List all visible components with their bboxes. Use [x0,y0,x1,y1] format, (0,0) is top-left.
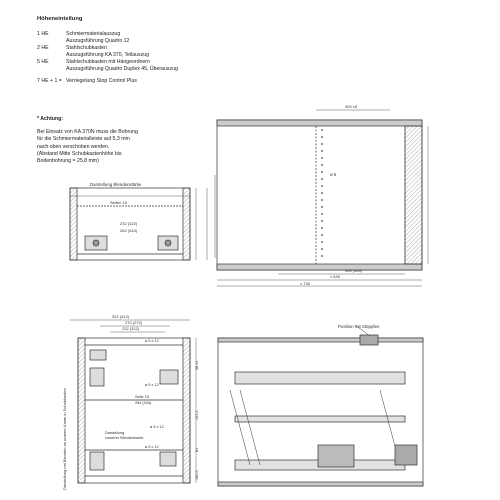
dim-b13: 182,5 [195,470,199,480]
legend-value: Auszugsführung KA 370, Teilauszug [66,52,149,58]
hole-dot [321,255,323,257]
hole-dot [321,143,323,145]
hole-dot [321,185,323,187]
dim-seiten15: Seiten 15 [110,200,127,205]
dim-264: 264 (344) [120,228,138,233]
note-line: nach oben verschoben werden. [37,143,110,150]
dim-b8: Seite 15 [135,395,149,399]
dim-232b: 232 (322) [122,326,140,331]
hole-dot [321,171,323,173]
hole-dot [321,241,323,243]
legend-value: Stahlschubkasten mit Hängeordnern [66,59,150,65]
hole-dot [321,213,323,215]
hole-dot [321,157,323,159]
dim-350: 350 (460) [345,268,363,273]
dim-300: 300 ±8 [345,104,358,109]
hole-dot [321,199,323,201]
legend-title: Höheneinteilung [37,16,83,22]
legend-key: 2 HE [37,45,49,51]
drawer-section-bottom [70,320,196,483]
hole-dot [321,227,323,229]
label-vorderkante: vorderer Blendenkante [105,436,144,440]
note-line: Bei Einsatz von KA 370N muss die Bohrung [37,129,138,136]
legend-value: Verriegelung Stop Control Plus [66,78,137,84]
hole-dot [321,234,323,236]
hole-dot [321,192,323,194]
hole-dot [321,220,323,222]
note-line: Bodenbohrung = 25,8 mm) [37,158,99,165]
dim-b4: ø 5 x 12 [145,339,159,343]
legend-key: 7 HE + 1 = [37,78,62,84]
hole-dot [321,150,323,152]
label-position-stoppfen: Position mit Stöppfen [338,324,380,329]
legend-value: Auszugsführung Quadro Duplex 45, Überauszug [66,66,178,72]
dim-b11: 101,2 [195,410,199,420]
legend-value: Stahlschubkasten [66,45,107,51]
legend-key: 1 HE [37,31,49,37]
label-darstellung-blende: Darstellung Blendenstärke [90,182,142,187]
side-label: Darstellung mit Blenden an unterer Kante in Schubkasten [62,388,67,490]
dim-b10: 58 ±1 [195,360,199,370]
hole-dot [321,248,323,250]
hole-dot [321,178,323,180]
legend-value: Auszugsführung Quadro 12 [66,38,130,44]
dim-b9: 264 (344) [135,401,152,405]
dim-b12: 81 [195,447,199,452]
hole-pattern [321,129,323,257]
note-line: für die Schmiermaterialleiste auf 5,3 mm [37,136,130,143]
hole-dot [321,164,323,166]
dim-b7: ø 5 x 12 [145,445,159,449]
hole-dot [321,129,323,131]
legend-key: 5 HE [37,59,49,65]
dim-640: ≈ 640 [330,274,340,279]
hole-dot [321,136,323,138]
label-darstellung: Darstellung [105,431,125,435]
legend-value: Schmiermaterialauszug [66,31,121,37]
dim-730: ≈ 730 [300,281,310,286]
drawer-section-top [70,175,215,260]
hole-dot [321,206,323,208]
dim-270: 270 (270) [125,320,143,325]
cabinet-front-view [218,325,423,486]
dim-b5: ø 5 x 12 [145,383,159,387]
note-title: * Achtung: [37,116,64,122]
dim-b6: ø 5 x 12 [150,425,164,429]
dim-dia5: ø 5 [330,172,337,177]
dim-322: 322 (412) [112,314,130,319]
note-line: (Abstand Mitte Schubkastenhöhe bis [37,150,122,157]
dim-232: 232 (322) [120,221,138,226]
